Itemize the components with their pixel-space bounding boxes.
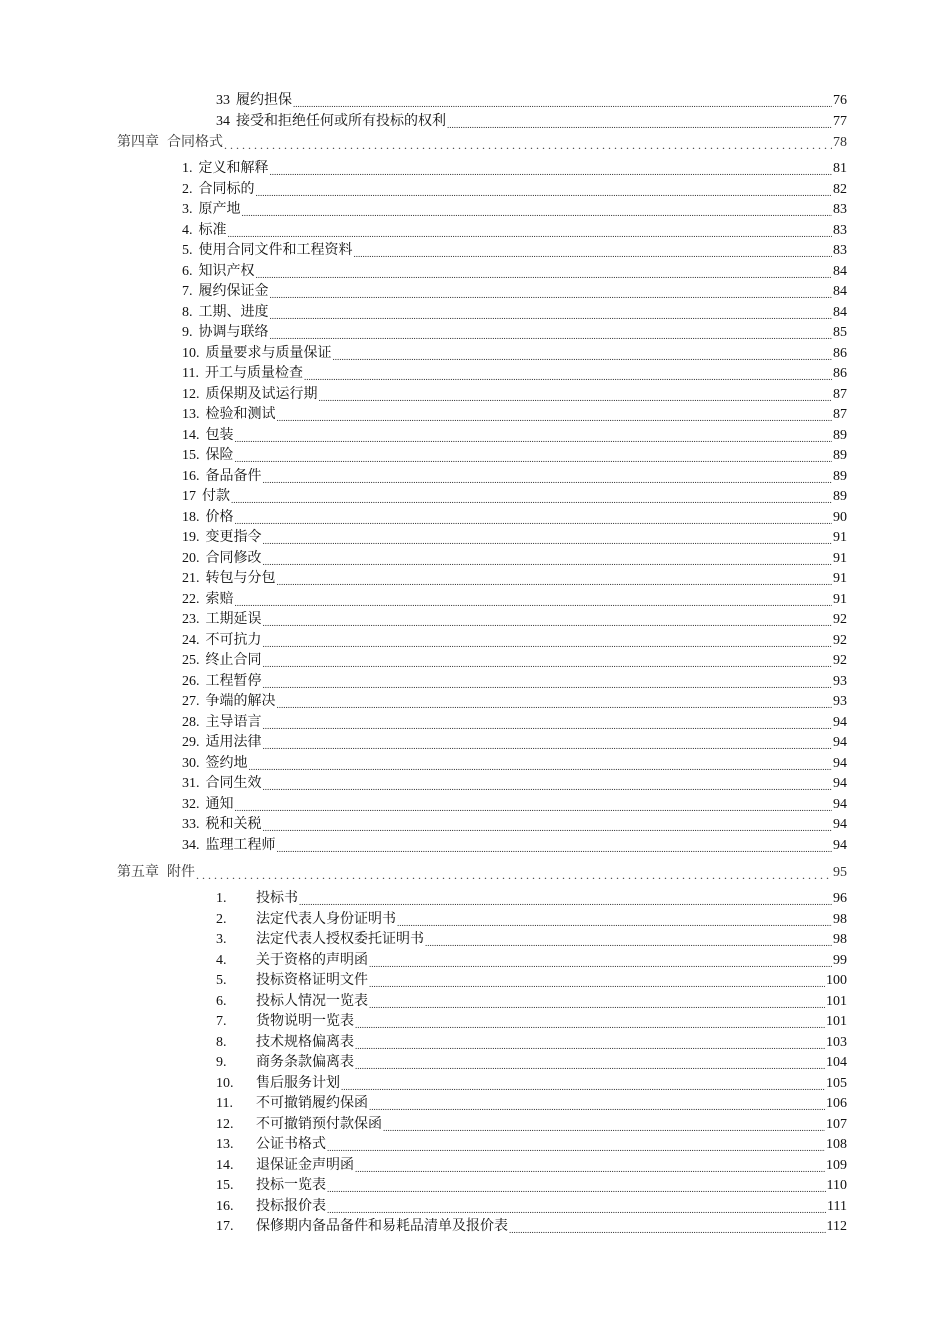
- toc-chapter-entry[interactable]: [0, 132, 950, 153]
- toc-entry-title: 投标一览表: [256, 1178, 326, 1193]
- toc-page-number: 92: [833, 612, 847, 627]
- toc-entry-number: 17.: [216, 1219, 234, 1234]
- dot-leader: [224, 140, 832, 154]
- toc-entry[interactable]: [0, 221, 950, 242]
- toc-entry[interactable]: [0, 631, 950, 652]
- toc-entry-number: 15.: [216, 1178, 234, 1193]
- toc-page-number: 82: [833, 181, 847, 197]
- toc-entry-number: 17: [182, 489, 196, 504]
- toc-entry[interactable]: [0, 992, 950, 1013]
- toc-entry-number: 6.: [216, 993, 227, 1009]
- toc-page-number: 83: [833, 222, 847, 238]
- toc-entry[interactable]: [0, 951, 950, 972]
- toc-page-number: 91: [833, 550, 847, 566]
- toc-page-number: 91: [833, 571, 847, 586]
- toc-entry-title: 合同格式: [167, 135, 223, 150]
- toc-entry-title: 使用合同文件和工程资料: [198, 243, 353, 258]
- toc-entry-number: 11.: [182, 366, 199, 381]
- toc-entry-title: 不可撤销履约保函: [256, 1096, 368, 1111]
- toc-page-number: 84: [833, 284, 847, 299]
- toc-entry-title: 税和关税: [205, 817, 262, 832]
- toc-page-number: 99: [833, 952, 847, 968]
- table-of-contents: [0, 91, 950, 1238]
- toc-entry[interactable]: [0, 1135, 950, 1156]
- toc-entry[interactable]: [0, 159, 950, 180]
- toc-entry-title: 投标资格证明文件: [256, 973, 368, 988]
- toc-entry-number: 8.: [216, 1034, 227, 1050]
- toc-entry[interactable]: [0, 836, 950, 857]
- toc-entry-title: 合同修改: [205, 550, 262, 566]
- toc-entry[interactable]: [0, 1094, 950, 1115]
- toc-entry-title: 投标书: [256, 891, 298, 906]
- toc-entry-title: 公证书格式: [256, 1137, 326, 1152]
- toc-entry-number: 26.: [182, 673, 200, 689]
- toc-entry[interactable]: [0, 930, 950, 951]
- toc-entry[interactable]: [0, 1156, 950, 1177]
- toc-entry-number: 2.: [182, 181, 193, 197]
- toc-entry-title: 原产地: [198, 202, 241, 217]
- toc-entry-title: 标准: [198, 222, 227, 238]
- toc-page-number: 101: [826, 1014, 847, 1029]
- toc-entry-title: 终止合同: [205, 653, 262, 668]
- toc-entry-number: 5.: [216, 973, 227, 988]
- toc-entry-title: 履约担保: [236, 93, 292, 108]
- toc-entry[interactable]: [0, 200, 950, 221]
- toc-page-number: 106: [826, 1096, 847, 1111]
- toc-entry-number: 30.: [182, 755, 200, 771]
- toc-entry-number: 1.: [182, 161, 193, 176]
- toc-entry-number: 12.: [216, 1116, 234, 1132]
- toc-entry[interactable]: [0, 1053, 950, 1074]
- toc-page-number: 94: [833, 776, 847, 791]
- toc-entry-number: 4.: [182, 222, 193, 238]
- toc-entry-title: 转包与分包: [205, 571, 276, 586]
- toc-entry-number: 8.: [182, 304, 193, 320]
- toc-page-number: 94: [833, 755, 847, 771]
- toc-entry-title: 技术规格偏离表: [256, 1034, 354, 1050]
- toc-entry-number: 12.: [182, 386, 200, 402]
- toc-entry-title: 定义和解释: [198, 161, 269, 176]
- toc-entry-title: 质量要求与质量保证: [205, 345, 332, 361]
- toc-page-number: 89: [833, 427, 847, 443]
- toc-page-number: 94: [833, 796, 847, 812]
- toc-entry-number: 34: [216, 113, 230, 129]
- toc-entry[interactable]: [0, 528, 950, 549]
- toc-entry[interactable]: [0, 889, 950, 910]
- toc-entry-number: 14.: [182, 427, 200, 443]
- toc-page-number: 94: [833, 837, 847, 853]
- toc-entry-title: 适用法律: [205, 735, 262, 750]
- toc-entry-title: 退保证金声明函: [256, 1157, 354, 1173]
- toc-entry-title: 质保期及试运行期: [205, 386, 318, 402]
- toc-entry-title: 工期延误: [205, 612, 262, 627]
- toc-entry[interactable]: [0, 733, 950, 754]
- toc-entry-number: 13.: [216, 1137, 234, 1152]
- toc-entry-number: 22.: [182, 591, 200, 607]
- toc-entry[interactable]: [0, 1197, 950, 1218]
- toc-page-number: 93: [833, 694, 847, 709]
- toc-entry[interactable]: [0, 754, 950, 775]
- toc-page-number: 103: [826, 1034, 847, 1050]
- toc-page-number: 86: [833, 345, 847, 361]
- toc-entry-title: 保修期内备品备件和易耗品清单及报价表: [256, 1219, 508, 1234]
- toc-page-number: 110: [826, 1178, 847, 1193]
- toc-entry[interactable]: [0, 549, 950, 570]
- toc-entry-number: 6.: [182, 263, 193, 279]
- toc-page-number: 104: [826, 1055, 847, 1070]
- toc-entry[interactable]: [0, 91, 950, 112]
- toc-entry-title: 知识产权: [198, 263, 255, 279]
- toc-entry[interactable]: [0, 672, 950, 693]
- toc-entry-title: 不可抗力: [205, 632, 262, 648]
- toc-page-number: 94: [833, 735, 847, 750]
- toc-entry[interactable]: [0, 282, 950, 303]
- toc-entry[interactable]: [0, 344, 950, 365]
- toc-entry[interactable]: [0, 112, 950, 133]
- toc-entry-number: 34.: [182, 837, 200, 853]
- toc-entry-title: 不可撤销预付款保函: [256, 1116, 382, 1132]
- toc-page-number: 96: [833, 891, 847, 906]
- toc-entry-title: 关于资格的声明函: [256, 952, 368, 968]
- toc-page-number: 101: [826, 993, 847, 1009]
- toc-entry-title: 监理工程师: [205, 837, 276, 853]
- toc-entry-number: 15.: [182, 448, 200, 463]
- toc-entry[interactable]: [0, 692, 950, 713]
- toc-entry[interactable]: [0, 795, 950, 816]
- toc-page-number: 89: [833, 489, 847, 504]
- toc-page-number: 86: [833, 366, 847, 381]
- toc-entry-number: 4.: [216, 952, 227, 968]
- toc-entry[interactable]: [0, 774, 950, 795]
- toc-entry-number: 29.: [182, 735, 200, 750]
- toc-entry-number: 33.: [182, 817, 200, 832]
- toc-entry[interactable]: [0, 971, 950, 992]
- toc-page-number: 84: [833, 304, 847, 320]
- toc-entry-title: 变更指令: [205, 530, 262, 545]
- toc-page-number: 92: [833, 632, 847, 648]
- toc-entry-number: 9.: [182, 325, 193, 340]
- toc-page-number: 94: [833, 714, 847, 730]
- toc-page-number: 77: [833, 113, 847, 129]
- toc-entry-title: 争端的解决: [205, 694, 276, 709]
- toc-entry-title: 协调与联络: [198, 325, 269, 340]
- toc-entry-title: 售后服务计划: [256, 1075, 340, 1091]
- toc-page-number: 87: [833, 386, 847, 402]
- toc-entry[interactable]: [0, 323, 950, 344]
- dot-leader: [196, 870, 832, 884]
- toc-entry-title: 主导语言: [205, 714, 262, 730]
- toc-page-number: 76: [833, 93, 847, 108]
- toc-entry-number: 10.: [182, 345, 200, 361]
- toc-entry-number: 7.: [216, 1014, 227, 1029]
- dot-leader: [277, 844, 833, 858]
- toc-entry-title: 投标人情况一览表: [256, 993, 368, 1009]
- toc-entry[interactable]: [0, 446, 950, 467]
- toc-entry-number: 1.: [216, 891, 227, 906]
- toc-page-number: 98: [833, 911, 847, 927]
- toc-page-number: 105: [826, 1075, 847, 1091]
- toc-entry-number: 20.: [182, 550, 200, 566]
- toc-entry-title: 工程暂停: [205, 673, 262, 689]
- toc-entry[interactable]: [0, 241, 950, 262]
- toc-entry-title: 履约保证金: [198, 284, 269, 299]
- toc-page-number: 112: [826, 1219, 847, 1234]
- toc-entry-number: 32.: [182, 796, 200, 812]
- toc-entry-number: 25.: [182, 653, 200, 668]
- toc-entry-title: 货物说明一览表: [256, 1014, 354, 1029]
- toc-page-number: 95: [833, 865, 847, 880]
- toc-entry-title: 商务条款偏离表: [256, 1055, 354, 1070]
- toc-entry-number: 第四章: [117, 135, 159, 150]
- toc-entry[interactable]: [0, 569, 950, 590]
- toc-entry-title: 开工与质量检查: [204, 366, 303, 381]
- toc-page-number: 87: [833, 407, 847, 422]
- toc-entry[interactable]: [0, 303, 950, 324]
- toc-entry[interactable]: [0, 426, 950, 447]
- toc-page-number: 93: [833, 673, 847, 689]
- toc-entry-number: 11.: [216, 1096, 233, 1111]
- toc-entry-number: 10.: [216, 1075, 234, 1091]
- toc-entry-title: 索赔: [205, 591, 234, 607]
- toc-entry[interactable]: [0, 1217, 950, 1238]
- toc-entry-number: 13.: [182, 407, 200, 422]
- toc-entry[interactable]: [0, 1074, 950, 1095]
- toc-page-number: 91: [833, 591, 847, 607]
- toc-entry[interactable]: [0, 508, 950, 529]
- toc-entry-number: 27.: [182, 694, 200, 709]
- toc-page-number: 91: [833, 530, 847, 545]
- toc-entry-number: 23.: [182, 612, 200, 627]
- toc-entry-title: 价格: [205, 509, 234, 525]
- toc-page-number: 92: [833, 653, 847, 668]
- toc-entry-title: 接受和拒绝任何或所有投标的权利: [236, 113, 446, 129]
- toc-entry-number: 2.: [216, 911, 227, 927]
- toc-entry[interactable]: [0, 487, 950, 508]
- toc-page-number: 111: [827, 1198, 847, 1214]
- toc-entry-title: 检验和测试: [205, 407, 276, 422]
- toc-entry-title: 签约地: [205, 755, 248, 771]
- toc-entry-title: 备品备件: [205, 468, 262, 484]
- toc-entry-number: 18.: [182, 509, 200, 525]
- toc-entry-number: 28.: [182, 714, 200, 730]
- toc-page-number: 89: [833, 448, 847, 463]
- toc-entry-number: 19.: [182, 530, 200, 545]
- toc-entry-number: 16.: [182, 468, 200, 484]
- toc-entry-number: 31.: [182, 776, 200, 791]
- toc-entry[interactable]: [0, 1176, 950, 1197]
- toc-entry-number: 5.: [182, 243, 193, 258]
- toc-entry[interactable]: [0, 651, 950, 672]
- toc-entry-number: 21.: [182, 571, 200, 586]
- dot-leader: [509, 1225, 826, 1239]
- toc-page-number: 94: [833, 817, 847, 832]
- toc-entry-title: 合同生效: [205, 776, 262, 791]
- toc-entry[interactable]: [0, 590, 950, 611]
- toc-entry-title: 法定代表人授权委托证明书: [256, 932, 424, 947]
- toc-chapter-entry[interactable]: [0, 862, 950, 883]
- toc-page-number: 98: [833, 932, 847, 947]
- toc-entry-title: 附件: [167, 865, 195, 880]
- toc-entry[interactable]: [0, 385, 950, 406]
- toc-entry-number: 24.: [182, 632, 200, 648]
- toc-entry[interactable]: [0, 467, 950, 488]
- toc-entry[interactable]: [0, 405, 950, 426]
- toc-entry-title: 包装: [205, 427, 234, 443]
- toc-entry-number: 33: [216, 93, 230, 108]
- toc-page-number: 85: [833, 325, 847, 340]
- toc-entry[interactable]: [0, 364, 950, 385]
- toc-page-number: 108: [826, 1137, 847, 1152]
- toc-entry[interactable]: [0, 910, 950, 931]
- toc-entry-number: 第五章: [117, 865, 159, 880]
- toc-entry-title: 保险: [205, 448, 234, 463]
- toc-page-number: 90: [833, 509, 847, 525]
- toc-entry[interactable]: [0, 815, 950, 836]
- toc-page-number: 107: [826, 1116, 847, 1132]
- toc-entry-title: 付款: [202, 489, 230, 504]
- toc-entry[interactable]: [0, 262, 950, 283]
- toc-page-number: 78: [833, 135, 847, 150]
- toc-page-number: 83: [833, 243, 847, 258]
- toc-page-number: 100: [826, 973, 847, 988]
- toc-entry-number: 3.: [216, 932, 227, 947]
- toc-entry[interactable]: [0, 1033, 950, 1054]
- toc-entry[interactable]: [0, 713, 950, 734]
- toc-entry-title: 工期、进度: [198, 304, 269, 320]
- toc-page-number: 81: [833, 161, 847, 176]
- toc-entry-title: 合同标的: [198, 181, 255, 197]
- toc-entry-title: 法定代表人身份证明书: [256, 911, 396, 927]
- toc-page-number: 84: [833, 263, 847, 279]
- toc-entry[interactable]: [0, 1012, 950, 1033]
- toc-page-number: 83: [833, 202, 847, 217]
- toc-entry[interactable]: [0, 1115, 950, 1136]
- toc-page-number: 89: [833, 468, 847, 484]
- toc-entry-number: 7.: [182, 284, 193, 299]
- toc-entry-number: 3.: [182, 202, 193, 217]
- toc-entry-number: 14.: [216, 1157, 234, 1173]
- toc-entry-title: 通知: [205, 796, 234, 812]
- toc-entry[interactable]: [0, 180, 950, 201]
- toc-entry-title: 投标报价表: [256, 1198, 326, 1214]
- toc-page-number: 109: [826, 1157, 847, 1173]
- toc-entry-number: 9.: [216, 1055, 227, 1070]
- toc-entry[interactable]: [0, 610, 950, 631]
- toc-entry-number: 16.: [216, 1198, 234, 1214]
